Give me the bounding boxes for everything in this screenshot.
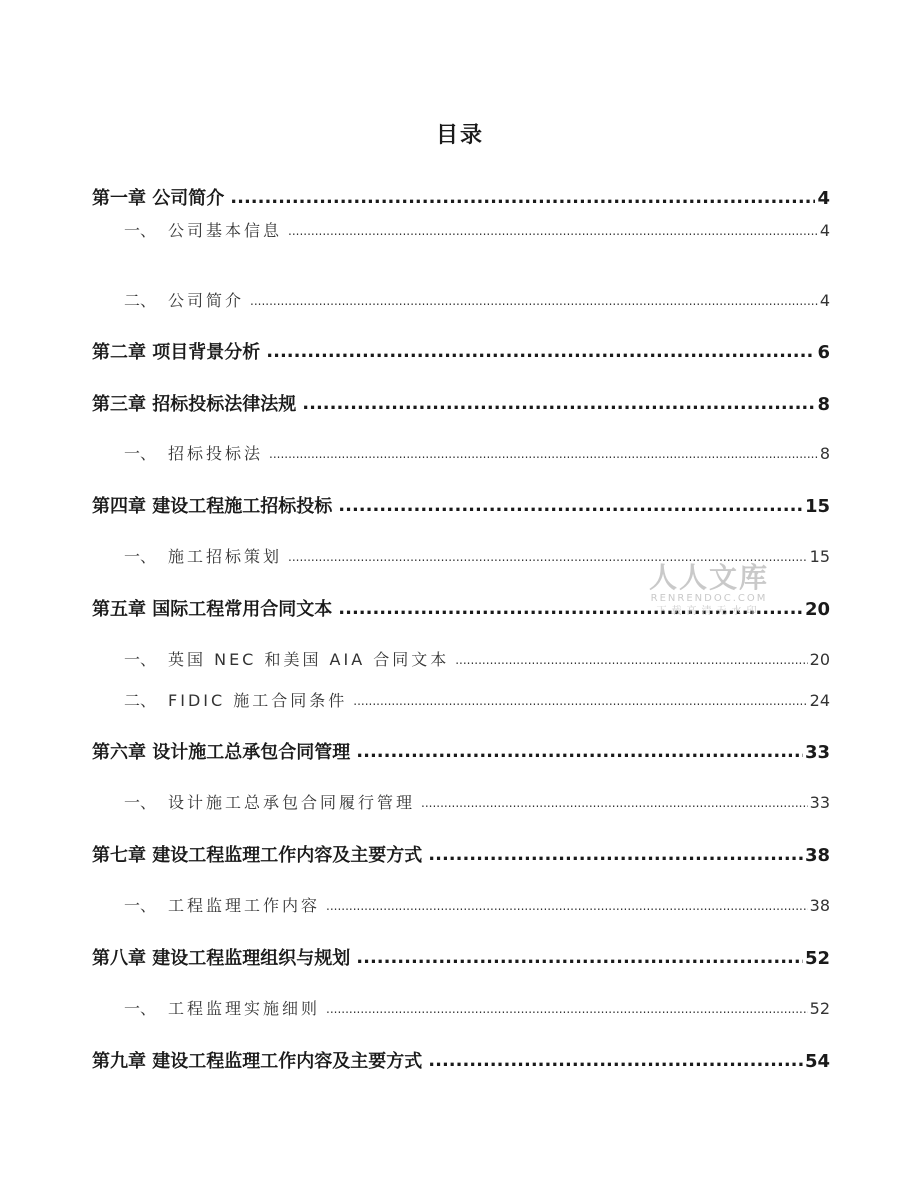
toc-chapter-7[interactable] (92, 841, 830, 871)
watermark-tagline-text: 下载高清无水印 (656, 606, 762, 617)
toc-section-number: 一、 (124, 793, 157, 812)
toc-entry-label: 工程监理实施细则 (168, 999, 321, 1018)
toc-section-number: 二、 (124, 291, 157, 310)
toc-page-number: 4 (817, 188, 830, 209)
toc-section-1-1[interactable] (124, 218, 830, 246)
dot-leader (269, 443, 818, 462)
toc-section-6-1[interactable] (124, 790, 830, 818)
toc-section-number: 一、 (124, 221, 157, 240)
toc-entry-label: 第二章 项目背景分析 (92, 342, 261, 363)
toc-entry-label: FIDIC 施工合同条件 (168, 691, 348, 710)
dot-leader (353, 690, 807, 709)
toc-section-number: 一、 (124, 999, 157, 1018)
toc-entry-label: 英国 NEC 和美国 AIA 合同文本 (168, 650, 450, 669)
toc-page-number: 52 (809, 999, 830, 1018)
toc-chapter-9[interactable] (92, 1047, 830, 1077)
toc-entry-label: 第九章 建设工程监理工作内容及主要方式 (92, 1051, 423, 1072)
dot-leader (356, 947, 803, 968)
toc-entry-label: 第八章 建设工程监理组织与规划 (92, 948, 351, 969)
toc-section-number: 一、 (124, 896, 157, 915)
toc-entry-label: 设计施工总承包合同履行管理 (168, 793, 416, 812)
toc-entry-label: 第四章 建设工程施工招标投标 (92, 496, 333, 517)
toc-page-number: 4 (819, 221, 830, 240)
toc-page-number: 20 (809, 650, 830, 669)
toc-page-number: 33 (809, 793, 830, 812)
toc-section-number: 一、 (124, 547, 157, 566)
toc-section-number: 二、 (124, 691, 157, 710)
toc-section-1-2[interactable] (124, 288, 830, 316)
toc-entry-label: 第七章 建设工程监理工作内容及主要方式 (92, 845, 423, 866)
watermark-logo (646, 563, 772, 619)
toc-section-number: 一、 (124, 444, 157, 463)
toc-chapter-4[interactable] (92, 492, 830, 522)
dot-leader (230, 187, 815, 208)
dot-leader (250, 290, 818, 309)
dot-leader (421, 792, 808, 811)
toc-page-number: 4 (819, 291, 830, 310)
toc-page-number: 6 (817, 342, 830, 363)
toc-page-number: 20 (804, 599, 830, 620)
toc-entry-label: 第五章 国际工程常用合同文本 (92, 599, 333, 620)
toc-section-8-1[interactable] (124, 996, 830, 1024)
dot-leader (428, 1050, 803, 1071)
watermark-main-text: 人人文库 (648, 561, 769, 594)
toc-chapter-6[interactable] (92, 738, 830, 768)
toc-page-number: 38 (804, 845, 830, 866)
dot-leader (302, 393, 815, 414)
toc-entry-label: 第一章 公司简介 (92, 188, 225, 209)
toc-entry-label: 第三章 招标投标法律法规 (92, 394, 297, 415)
toc-section-3-1[interactable] (124, 441, 830, 469)
dot-leader (326, 895, 808, 914)
toc-page-number: 38 (809, 896, 830, 915)
toc-page-number: 54 (804, 1051, 830, 1072)
toc-entry-label: 招标投标法 (168, 444, 264, 463)
dot-leader (266, 341, 815, 362)
toc-page-number: 15 (809, 547, 830, 566)
toc-page-number: 52 (804, 948, 830, 969)
dot-leader (288, 220, 818, 239)
toc-page-number: 24 (809, 691, 830, 710)
toc-chapter-1[interactable] (92, 184, 830, 214)
page-title: 目录 (435, 123, 484, 148)
dot-leader (356, 741, 803, 762)
dot-leader (428, 844, 803, 865)
toc-page-number: 33 (804, 742, 830, 763)
toc-chapter-3[interactable] (92, 390, 830, 420)
toc-page-number: 15 (804, 496, 830, 517)
toc-section-5-1[interactable] (124, 647, 830, 675)
toc-entry-label: 公司简介 (168, 291, 245, 310)
toc-section-5-2[interactable] (124, 688, 830, 716)
dot-leader (455, 649, 807, 668)
toc-entry-label: 工程监理工作内容 (168, 896, 321, 915)
toc-section-number: 一、 (124, 650, 157, 669)
dot-leader (326, 998, 808, 1017)
toc-entry-label: 施工招标策划 (168, 547, 283, 566)
toc-chapter-8[interactable] (92, 944, 830, 974)
toc-section-7-1[interactable] (124, 893, 830, 921)
toc-entry-label: 公司基本信息 (168, 221, 283, 240)
toc-page-number: 8 (817, 394, 830, 415)
toc-chapter-2[interactable] (92, 338, 830, 368)
toc-entry-label: 第六章 设计施工总承包合同管理 (92, 742, 351, 763)
watermark-domain-text: RENRENDOC.COM (650, 593, 768, 604)
dot-leader (338, 495, 803, 516)
toc-page-number: 8 (819, 444, 830, 463)
